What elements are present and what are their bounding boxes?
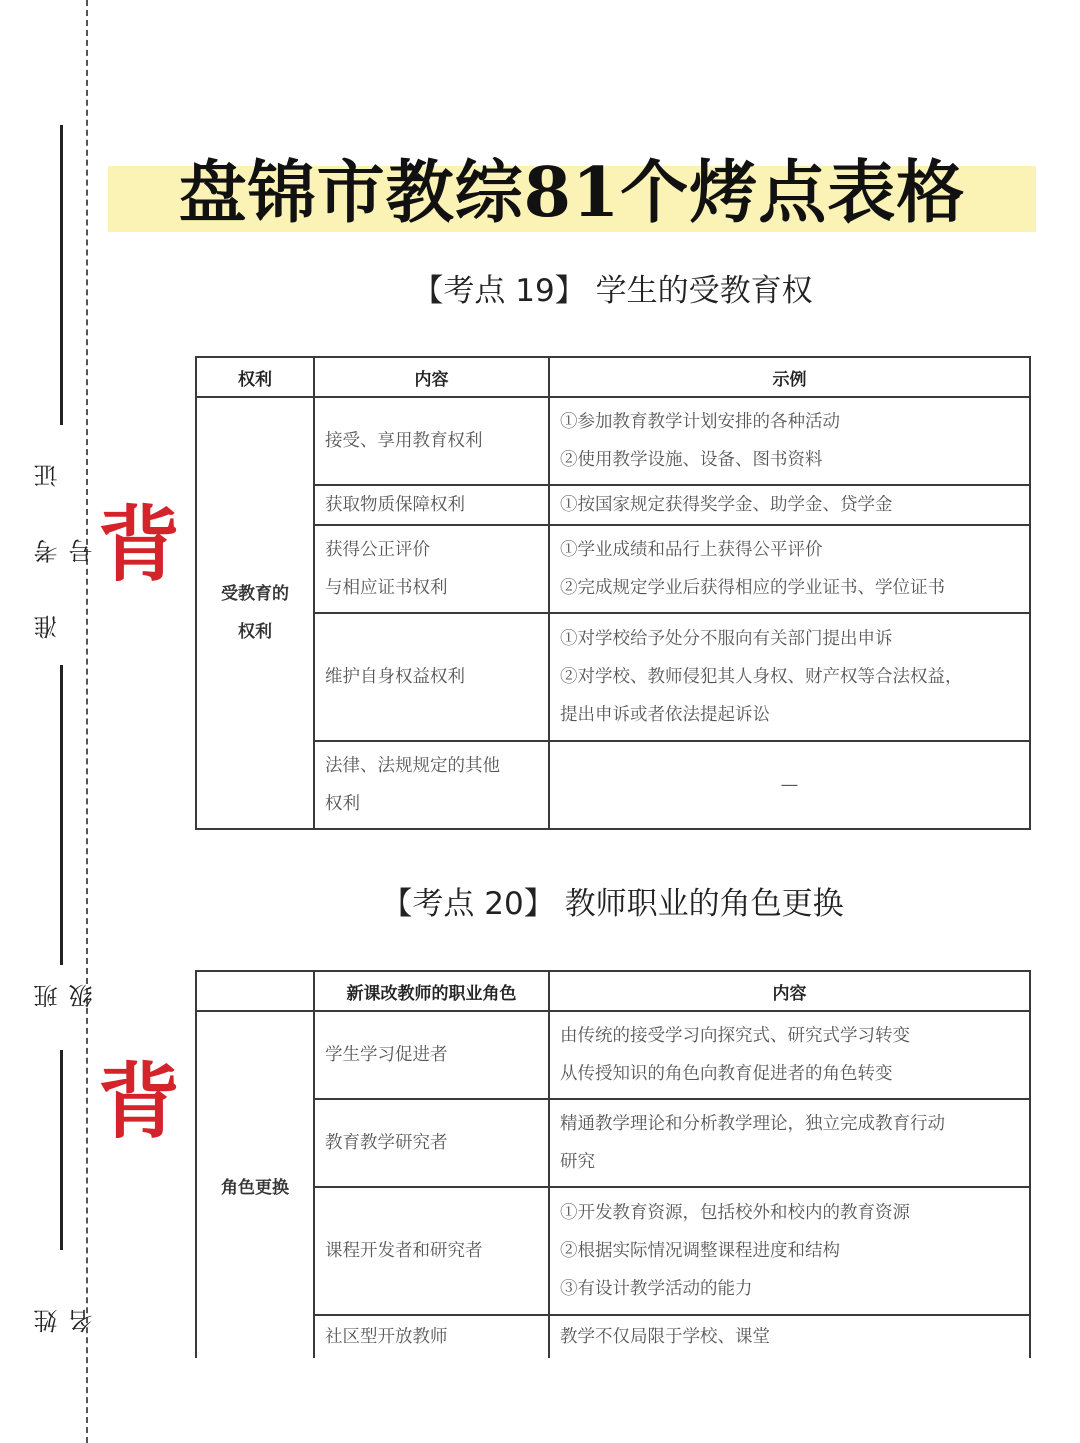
example-cell: —: [549, 741, 1030, 829]
header-rights: 权利: [196, 357, 314, 397]
example-cell: ①开发教育资源，包括校外和校内的教育资源 ②根据实际情况调整课程进度和结构 ③有设计教学活动的能力: [549, 1187, 1030, 1315]
example-cell: 精通教学理论和分析教学理论，独立完成教育行动 研究: [549, 1099, 1030, 1187]
example-cell: ①按国家规定获得奖学金、助学金、贷学金: [549, 485, 1030, 525]
stamp-memorize-2: 背: [98, 1055, 181, 1150]
table-row: [196, 741, 1030, 829]
label-exam-id: 准 考 证 号: [34, 441, 97, 639]
table-row: [196, 525, 1030, 613]
rule-name: [60, 1050, 63, 1250]
content-cell: 获取物质保障权利: [314, 485, 549, 525]
label-class: 班 级: [34, 962, 97, 1008]
example-cell: ①对学校给予处分不服向有关部门提出申诉 ②对学校、教师侵犯其人身权、财产权等合法权益， 提出申诉或者依法提起诉讼: [549, 613, 1030, 741]
category-cell: 角色更换: [196, 1011, 314, 1358]
header-role: 新课改教师的职业角色: [314, 971, 549, 1011]
content-cell: 学生学习促进者: [314, 1011, 549, 1099]
content-cell: 获得公正评价 与相应证书权利: [314, 525, 549, 613]
table-row: [196, 1187, 1030, 1315]
rule-class: [60, 665, 63, 965]
header-content: 内容: [549, 971, 1030, 1011]
example-cell: 教学不仅局限于学校、课堂: [549, 1315, 1030, 1358]
category-cell: 受教育的 权利: [196, 397, 314, 829]
header-blank: [196, 971, 314, 1011]
roles-table-viewport: [193, 968, 1031, 1358]
example-cell: ①学业成绩和品行上获得公平评价 ②完成规定学业后获得相应的学业证书、学位证书: [549, 525, 1030, 613]
roles-table: [195, 970, 1031, 1358]
content-cell: 接受、享用教育权利: [314, 397, 549, 485]
rule-id: [60, 125, 63, 425]
table-row: [196, 1099, 1030, 1187]
section1-heading: 【考点 19】 学生的受教育权: [412, 273, 813, 309]
content-cell: 课程开发者和研究者: [314, 1187, 549, 1315]
label-name: 姓 名: [34, 1287, 97, 1333]
content-cell: 维护自身权益权利: [314, 613, 549, 741]
page-title-text: 盘锦市教综81个烤点表格: [178, 153, 966, 233]
header-examples: 示例: [549, 357, 1030, 397]
content-cell: 社区型开放教师: [314, 1315, 549, 1358]
content-cell: 教育教学研究者: [314, 1099, 549, 1187]
example-cell: ①参加教育教学计划安排的各种活动 ②使用教学设施、设备、图书资料: [549, 397, 1030, 485]
binding-margin: [0, 0, 110, 1443]
table-row: [196, 1315, 1030, 1358]
stamp-memorize-1: 背: [98, 498, 181, 593]
table-row: [196, 1011, 1030, 1099]
table-row: [196, 397, 1030, 485]
page-title: [108, 150, 1036, 236]
cut-line: [86, 0, 88, 1443]
section2-heading: 【考点 20】 教师职业的角色更换: [381, 886, 844, 922]
table-header-row: [196, 357, 1030, 397]
table-row: [196, 485, 1030, 525]
table-header-row: [196, 971, 1030, 1011]
table-row: [196, 613, 1030, 741]
example-cell: 由传统的接受学习向探究式、研究式学习转变 从传授知识的角色向教育促进者的角色转变: [549, 1011, 1030, 1099]
content-cell: 法律、法规规定的其他 权利: [314, 741, 549, 829]
rights-table: [195, 356, 1031, 830]
header-content: 内容: [314, 357, 549, 397]
